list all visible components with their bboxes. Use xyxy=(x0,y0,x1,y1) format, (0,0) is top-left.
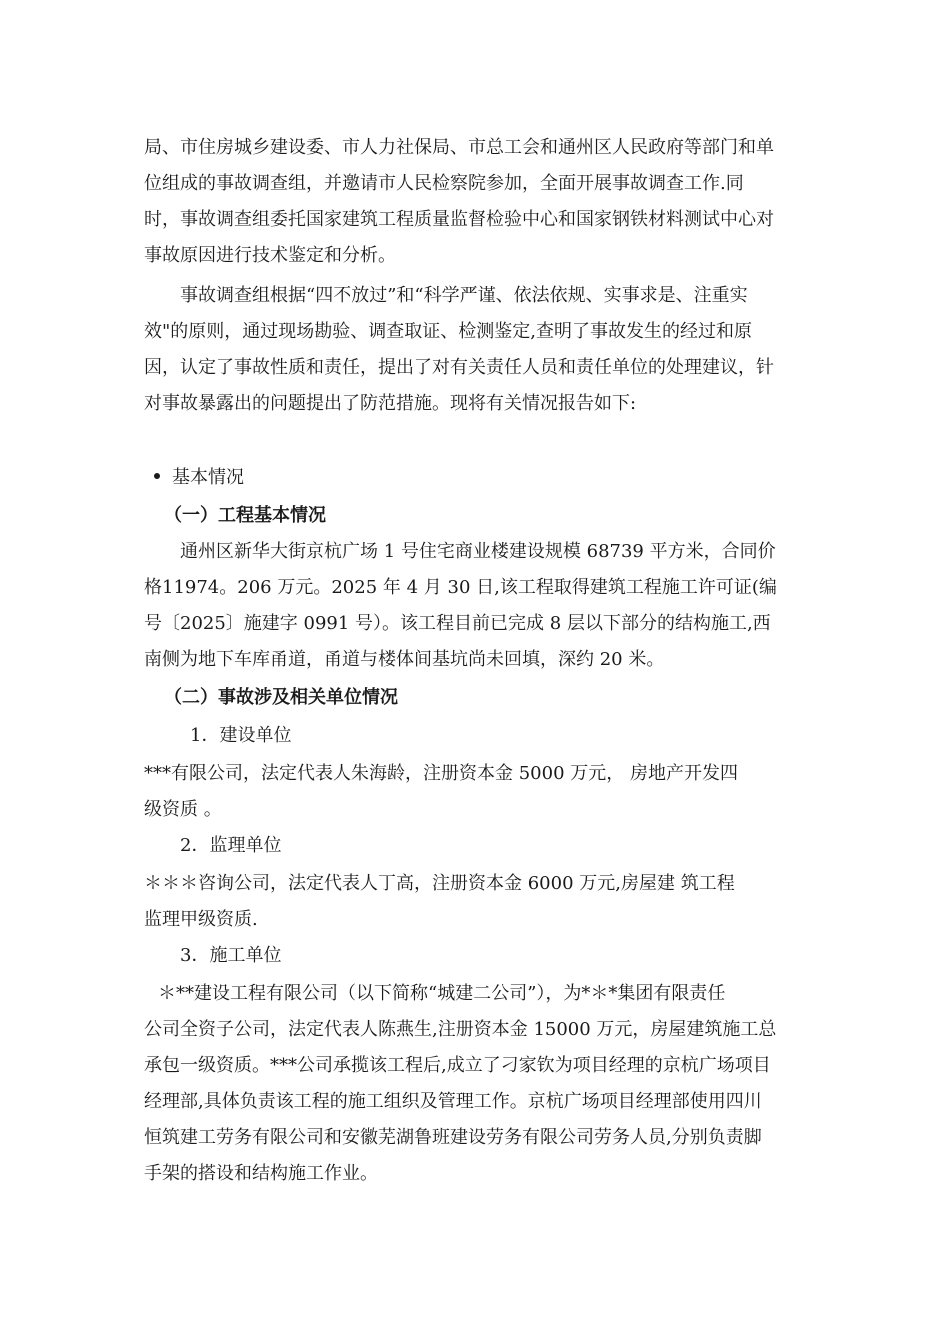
bullet-dot-icon xyxy=(154,473,160,479)
principle-line-4: 对事故暴露出的问题提出了防范措施。现将有关情况报告如下: xyxy=(144,393,637,414)
item3-line-1: ＊**建设工程有限公司（以下简称“城建二公司”），为*＊*集团有限责任 xyxy=(158,983,726,1004)
item1-line-2: 级资质 。 xyxy=(144,799,222,820)
item2-line-1: ＊＊＊咨询公司，法定代表人丁高，注册资本金 6000 万元,房屋建 筑工程 xyxy=(144,873,735,894)
intro-line-4: 事故原因进行技术鉴定和分析。 xyxy=(144,245,396,266)
item3-line-5: 恒筑建工劳务有限公司和安徽芜湖鲁班建设劳务有限公司劳务人员,分别负责脚 xyxy=(144,1127,762,1148)
project-line-1: 通州区新华大街京杭广场 1 号住宅商业楼建设规模 68739 平方米，合同价 xyxy=(180,541,776,562)
principle-line-3: 因，认定了事故性质和责任，提出了对有关责任人员和责任单位的处理建议，针 xyxy=(144,357,774,378)
subsection-title-2: （二）事故涉及相关单位情况 xyxy=(164,687,398,708)
item3-line-2: 公司全资子公司，法定代表人陈燕生,注册资本金 15000 万元，房屋建筑施工总 xyxy=(144,1019,777,1040)
item-title-2: 2．监理单位 xyxy=(180,835,282,856)
item-title-1: 1．建设单位 xyxy=(190,725,292,746)
project-line-4: 南侧为地下车库甬道，甬道与楼体间基坑尚未回填，深约 20 米。 xyxy=(144,649,665,670)
item1-line-1: ***有限公司，法定代表人朱海龄，注册资本金 5000 万元， 房地产开发四 xyxy=(144,763,738,784)
item3-line-3: 承包一级资质。***公司承揽该工程后,成立了刁家钦为项目经理的京杭广场项目 xyxy=(144,1055,771,1076)
item-title-3: 3．施工单位 xyxy=(180,945,282,966)
section-bullet-heading xyxy=(154,466,244,490)
item2-line-2: 监理甲级资质. xyxy=(144,909,258,930)
project-line-2: 格11974。206 万元。2025 年 4 月 30 日,该工程取得建筑工程施工许可证(编 xyxy=(144,577,777,598)
principle-line-1: 事故调查组根据“四不放过”和“科学严谨、依法依规、实事求是、注重实 xyxy=(180,285,748,306)
project-line-3: 号〔2025〕施建字 0991 号）。该工程目前已完成 8 层以下部分的结构施工,西 xyxy=(144,613,771,634)
principle-line-2: 效"的原则，通过现场勘验、调查取证、检测鉴定,查明了事故发生的经过和原 xyxy=(144,321,752,342)
intro-line-1: 局、市住房城乡建设委、市人力社保局、市总工会和通州区人民政府等部门和单 xyxy=(144,137,774,158)
section-title: 基本情况 xyxy=(172,467,244,488)
intro-line-2: 位组成的事故调查组，并邀请市人民检察院参加，全面开展事故调查工作.同 xyxy=(144,173,744,194)
subsection-title-1: （一）工程基本情况 xyxy=(164,505,326,526)
item3-line-4: 经理部,具体负责该工程的施工组织及管理工作。京杭广场项目经理部使用四川 xyxy=(144,1091,762,1112)
intro-line-3: 时，事故调查组委托国家建筑工程质量监督检验中心和国家钢铁材料测试中心对 xyxy=(144,209,774,230)
item3-line-6: 手架的搭设和结构施工作业。 xyxy=(144,1163,378,1184)
